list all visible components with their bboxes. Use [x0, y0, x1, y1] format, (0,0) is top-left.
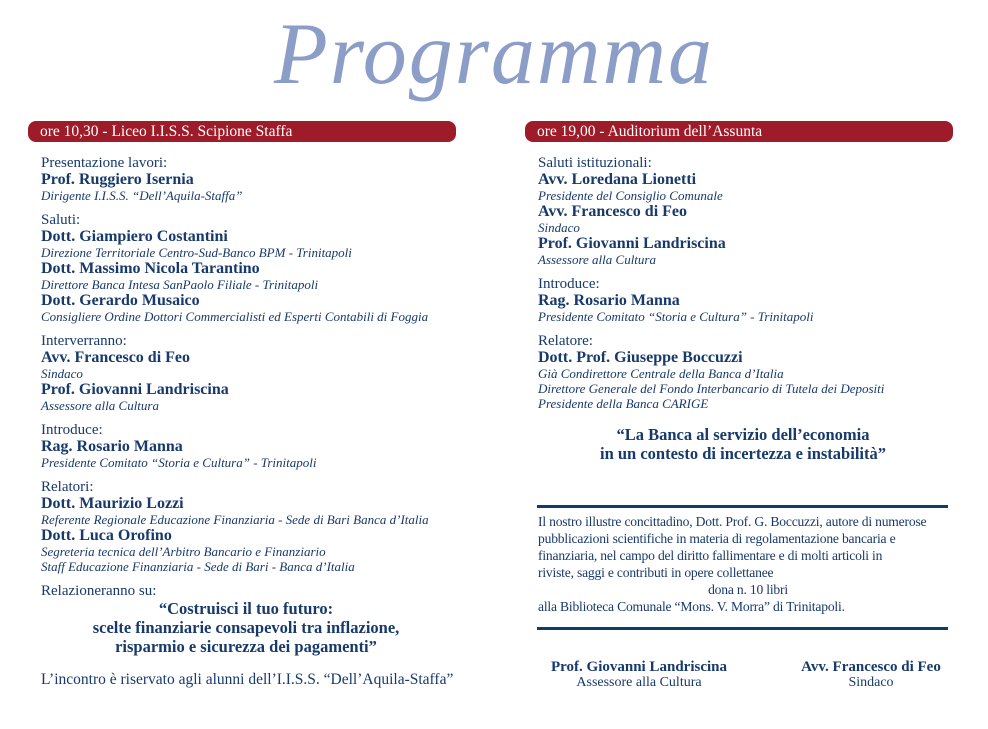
evening-program — [538, 155, 958, 463]
speaker-role: Sindaco — [41, 366, 83, 381]
topic-line: “Costruisci il tuo futuro: — [158, 599, 334, 618]
paragraph-line: riviste, saggi e contributi in opere collettanee — [538, 565, 774, 580]
topic-label: Relazioneranno su: — [41, 583, 157, 599]
group-label: Presentazione lavori: — [41, 155, 168, 171]
speaker-name: Rag. Rosario Manna — [41, 438, 183, 455]
topic-block — [41, 583, 471, 688]
speaker-name: Prof. Ruggiero Isernia — [41, 171, 194, 188]
speaker-name: Avv. Francesco di Feo — [41, 349, 191, 366]
speaker-role: Dirigente I.I.S.S. “Dell’Aquila-Staffa” — [41, 188, 243, 203]
divider-bottom — [537, 627, 948, 630]
speaker-name: Prof. Giovanni Landriscina — [538, 235, 726, 252]
speaker-role: Direttore Generale del Fondo Interbancario di Tutela dei Depositi — [538, 381, 885, 396]
morning-session-banner: ore 10,30 - Liceo I.I.S.S. Scipione Staffa — [28, 121, 456, 142]
speaker-role: Già Condirettore Centrale della Banca d’Italia — [538, 366, 784, 381]
speaker-role: Presidente della Banca CARIGE — [538, 396, 709, 411]
morning-program — [41, 155, 471, 688]
signature-name: Avv. Francesco di Feo — [801, 659, 941, 675]
signature-role: Assessore alla Cultura — [576, 675, 702, 690]
attendance-note: L’incontro è riservato agli alunni dell’I.I.S.S. “Dell’Aquila-Staffa” — [41, 671, 454, 688]
speaker-role: Presidente del Consiglio Comunale — [538, 188, 723, 203]
speaker-name: Avv. Loredana Lionetti — [538, 171, 697, 188]
speaker-role: Presidente Comitato “Storia e Cultura” - Trinitapoli — [41, 455, 317, 470]
paragraph-center-line: dona n. 10 libri — [708, 582, 788, 597]
lecture-title — [538, 425, 948, 463]
topic-title — [41, 599, 451, 656]
group-label: Saluti istituzionali: — [538, 155, 652, 171]
signature-sindaco — [776, 659, 966, 691]
speaker-name: Dott. Prof. Giuseppe Boccuzzi — [538, 349, 743, 366]
speaker-name: Dott. Massimo Nicola Tarantino — [41, 260, 260, 277]
page-title: Programma — [273, 6, 715, 103]
paragraph-line: alla Biblioteca Comunale “Mons. V. Morra” di Trinitapoli. — [538, 599, 845, 614]
speaker-role: Staff Educazione Finanziaria - Sede di Bari - Banca d’Italia — [41, 559, 355, 574]
group-label: Introduce: — [538, 276, 600, 292]
signature-name: Prof. Giovanni Landriscina — [550, 659, 727, 675]
topic-line: in un contesto di incertezza e instabilità” — [600, 444, 886, 463]
paragraph-line: Il nostro illustre concittadino, Dott. Prof. G. Boccuzzi, autore di numerose — [538, 514, 927, 529]
speaker-name: Dott. Maurizio Lozzi — [41, 495, 184, 512]
speaker-name: Dott. Gerardo Musaico — [41, 292, 200, 309]
program-group — [41, 155, 471, 203]
paragraph-line: pubblicazioni scientifiche in materia di regolamentazione bancaria e — [538, 531, 896, 546]
speaker-name: Avv. Francesco di Feo — [538, 203, 688, 220]
speaker-role: Presidente Comitato “Storia e Cultura” - Trinitapoli — [538, 309, 814, 324]
topic-line: scelte finanziarie consapevoli tra inflazione, — [92, 618, 400, 637]
group-label: Relatori: — [41, 479, 94, 495]
speaker-role: Assessore alla Cultura — [538, 252, 656, 267]
divider-top — [537, 505, 948, 508]
group-label: Interverranno: — [41, 333, 127, 349]
speaker-role: Sindaco — [538, 220, 580, 235]
group-label: Relatore: — [538, 333, 593, 349]
speaker-role: Referente Regionale Educazione Finanziaria - Sede di Bari Banca d’Italia — [41, 512, 429, 527]
speaker-name: Rag. Rosario Manna — [538, 292, 680, 309]
program-group — [538, 155, 958, 267]
speaker-role: Assessore alla Cultura — [41, 398, 159, 413]
program-group — [538, 276, 958, 324]
speaker-role: Direzione Territoriale Centro-Sud-Banco BPM - Trinitapoli — [41, 245, 352, 260]
speaker-role: Direttore Banca Intesa SanPaolo Filiale - Trinitapoli — [41, 277, 319, 292]
speaker-name: Dott. Luca Orofino — [41, 527, 172, 544]
speaker-role: Segreteria tecnica dell’Arbitro Bancario e Finanziario — [41, 544, 326, 559]
speaker-name: Prof. Giovanni Landriscina — [41, 381, 229, 398]
speaker-role: Consigliere Ordine Dottori Commercialisti ed Esperti Contabili di Foggia — [41, 309, 429, 324]
group-label: Saluti: — [41, 212, 81, 228]
program-group — [41, 212, 471, 324]
signature-role: Sindaco — [848, 675, 894, 690]
donation-paragraph — [538, 513, 958, 615]
program-group — [538, 333, 958, 411]
topic-line: “La Banca al servizio dell’economia — [616, 425, 870, 444]
speaker-name: Dott. Giampiero Costantini — [41, 228, 228, 245]
paragraph-line: finanziaria, nel campo del diritto fallimentare e di molti articoli in — [538, 548, 883, 563]
evening-session-banner: ore 19,00 - Auditorium dell’Assunta — [525, 121, 953, 142]
signature-assessore — [532, 659, 746, 691]
program-group — [41, 422, 471, 470]
program-group — [41, 479, 471, 574]
topic-line: risparmio e sicurezza dei pagamenti” — [115, 637, 377, 656]
program-group — [41, 333, 471, 413]
group-label: Introduce: — [41, 422, 103, 438]
